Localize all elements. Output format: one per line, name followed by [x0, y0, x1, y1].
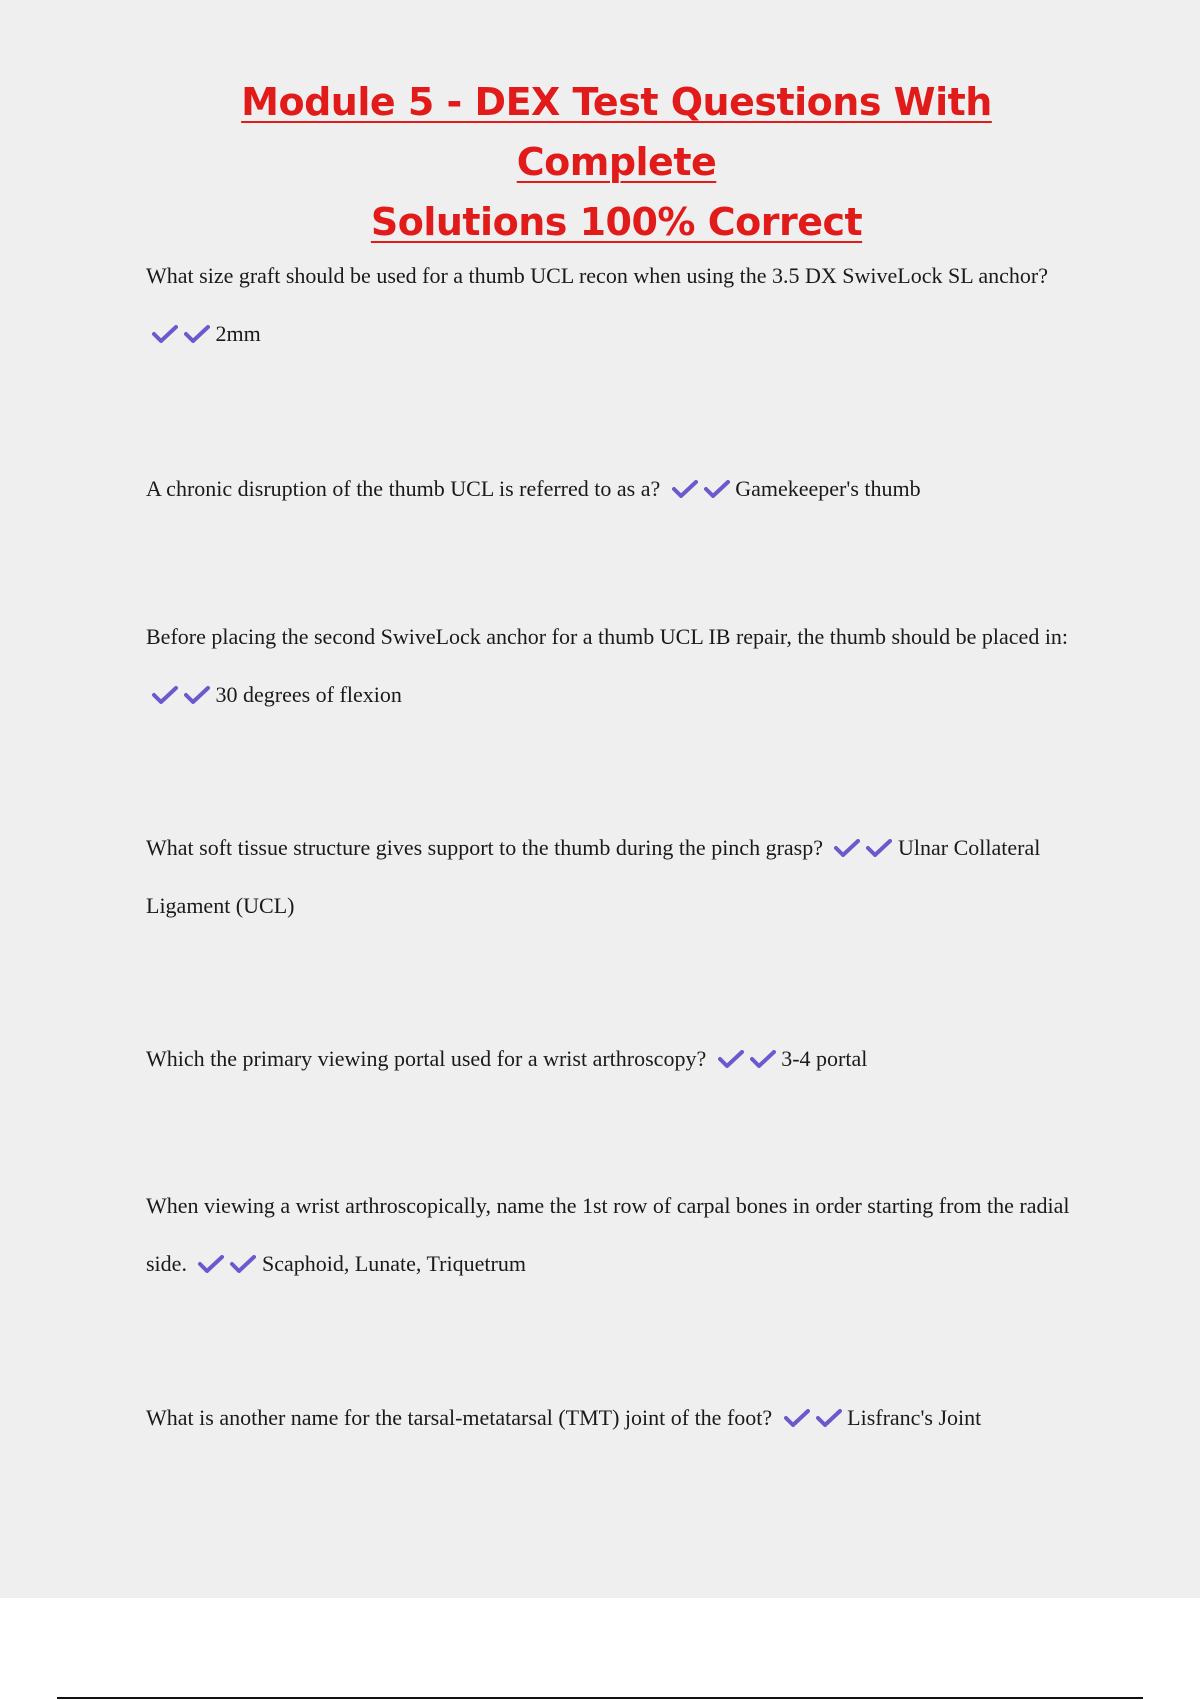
answer-text: Scaphoid, Lunate, Triquetrum [261, 1251, 526, 1276]
qa-item [146, 1177, 1076, 1293]
check-icon [152, 685, 178, 705]
qa-item [146, 460, 1076, 518]
answer-text: Lisfranc's Joint [847, 1405, 982, 1430]
document-title [150, 72, 1083, 252]
answer-text: Ulnar Collateral Ligament (UCL) [146, 835, 1041, 918]
question-text: What size graft should be used for a thumb UCL recon when using the 3.5 DX SwiveLock SL anchor? [146, 263, 1048, 288]
page-divider [57, 1697, 1143, 1699]
answer-text: 2mm [215, 321, 261, 346]
question-text: Before placing the second SwiveLock anchor for a thumb UCL IB repair, the thumb should be placed in: [146, 624, 1069, 649]
check-icon [816, 1408, 842, 1428]
answer-text: 30 degrees of flexion [215, 682, 402, 707]
question-text: A chronic disruption of the thumb UCL is referred to as a? [146, 476, 661, 501]
answer-text: Gamekeeper's thumb [735, 476, 921, 501]
qa-item [146, 608, 1076, 724]
check-icon [198, 1254, 224, 1274]
check-icon [184, 685, 210, 705]
check-icon [784, 1408, 810, 1428]
check-icon [718, 1049, 744, 1069]
answer-text: 3-4 portal [781, 1046, 868, 1071]
check-icon [834, 838, 860, 858]
check-icon [750, 1049, 776, 1069]
qa-item [146, 247, 1076, 363]
question-text: When viewing a wrist arthroscopically, name the 1st row of carpal bones in order starting from the radial side. [146, 1193, 1070, 1276]
qa-item [146, 1389, 1076, 1447]
question-text: What soft tissue structure gives support to the thumb during the pinch grasp? [146, 835, 823, 860]
check-icon [152, 324, 178, 344]
check-icon [672, 479, 698, 499]
qa-item [146, 819, 1076, 935]
check-icon [230, 1254, 256, 1274]
question-text: What is another name for the tarsal-metatarsal (TMT) joint of the foot? [146, 1405, 773, 1430]
title-line-2: Solutions 100% Correct [370, 200, 863, 244]
question-text: Which the primary viewing portal used for a wrist arthroscopy? [146, 1046, 707, 1071]
qa-item [146, 1030, 1076, 1088]
check-icon [704, 479, 730, 499]
check-icon [866, 838, 892, 858]
title-line-1: Module 5 - DEX Test Questions With Complete [241, 80, 992, 184]
check-icon [184, 324, 210, 344]
